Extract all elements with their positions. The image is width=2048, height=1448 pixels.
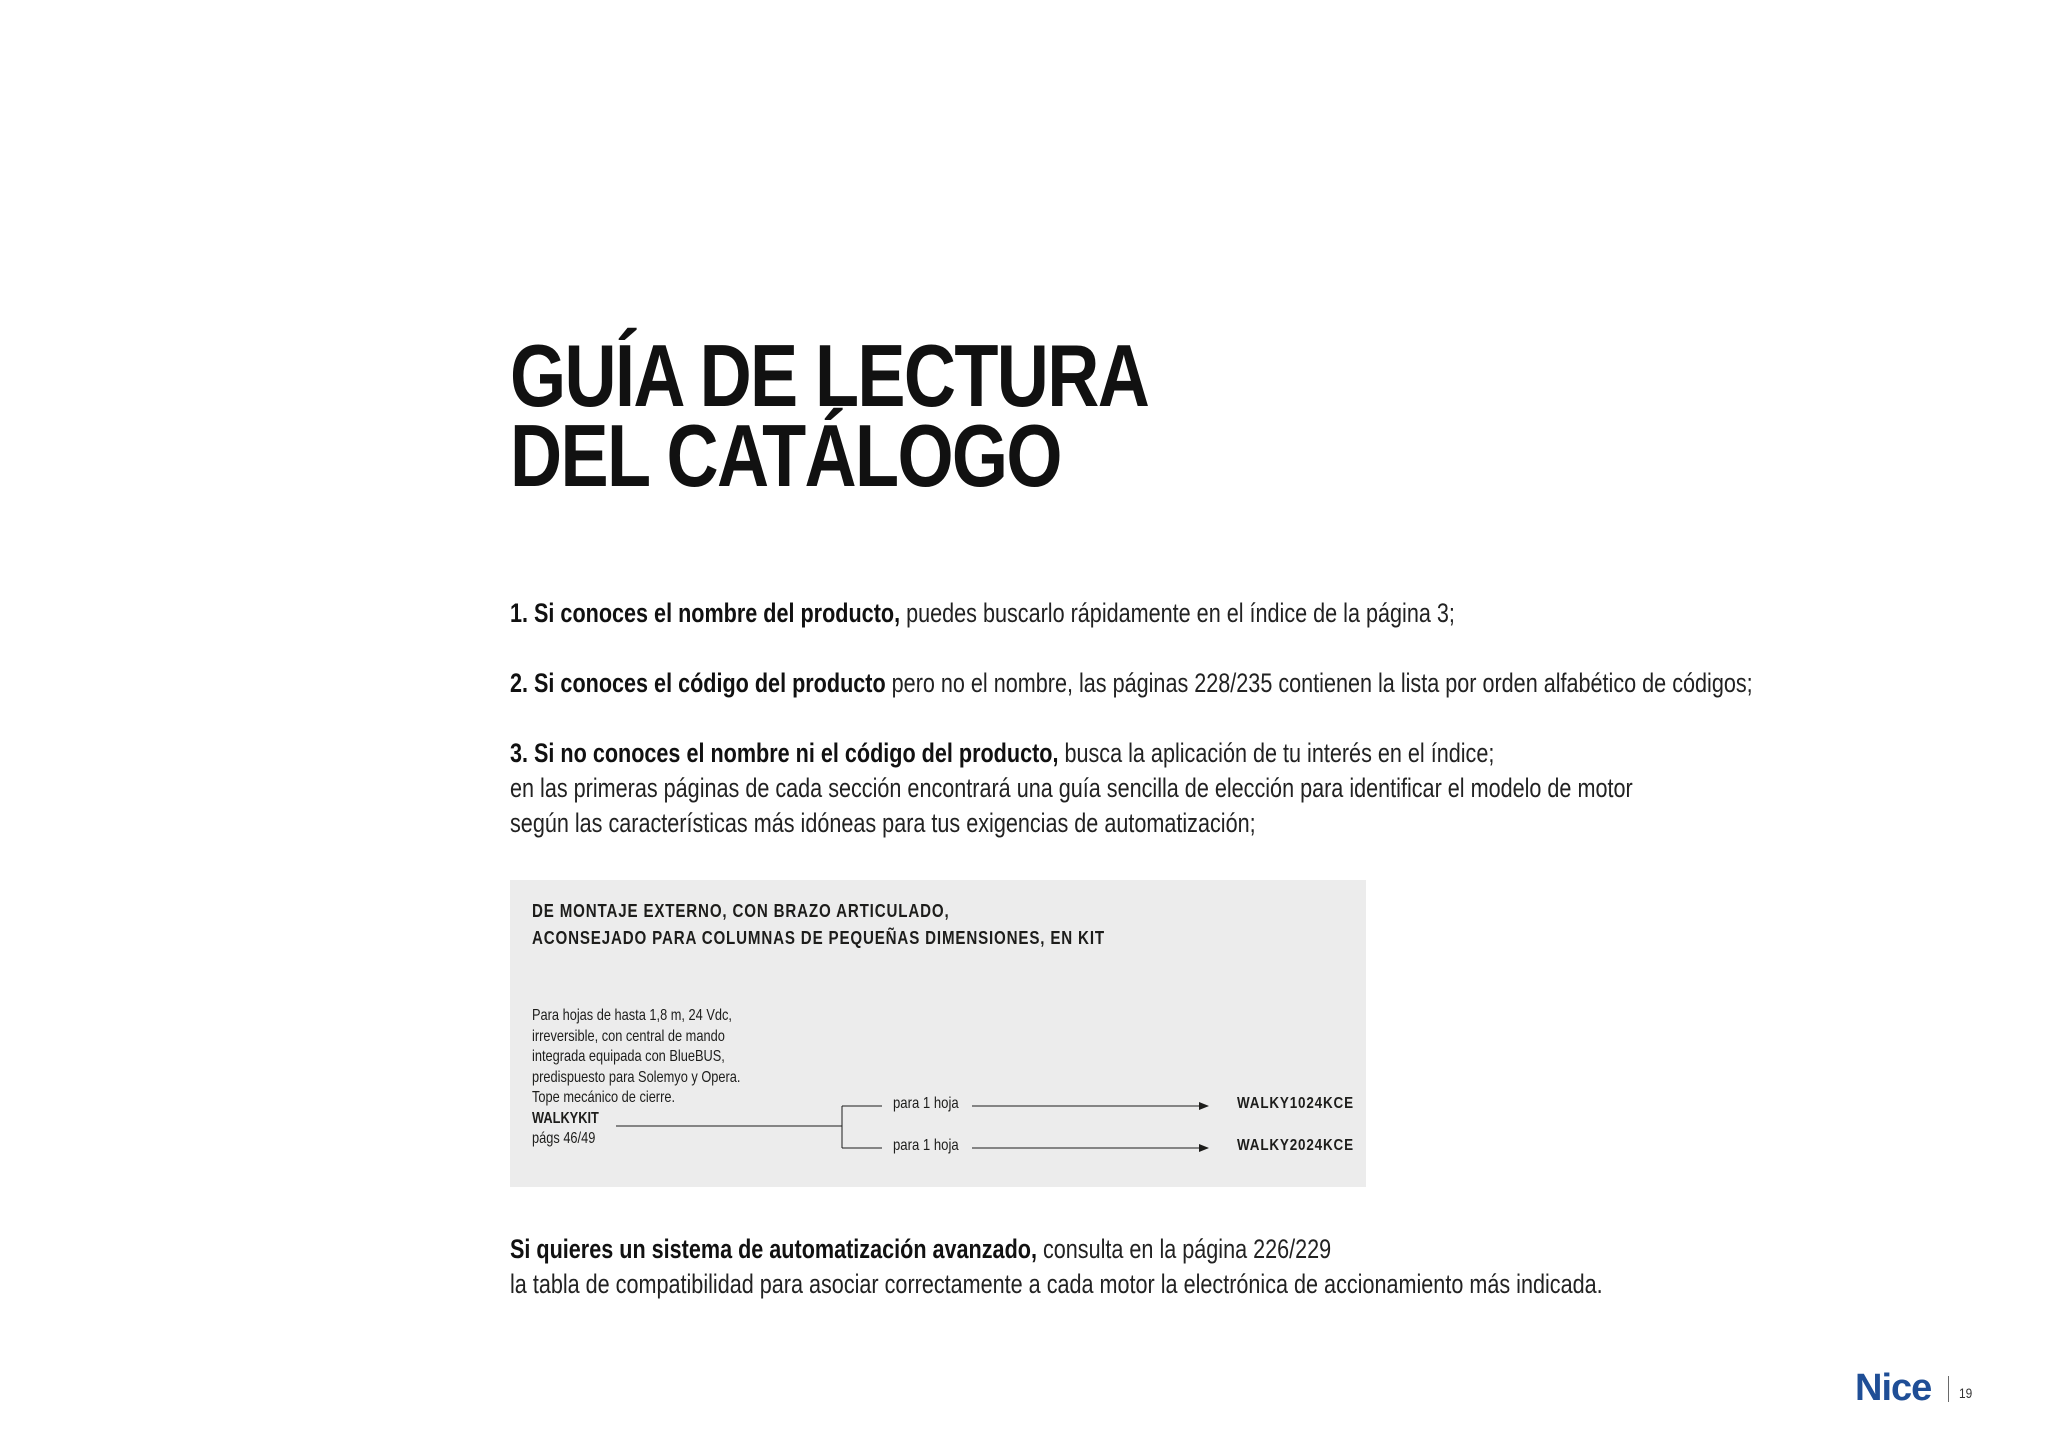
page-title: [510, 326, 1248, 505]
instruction-2: [510, 666, 1753, 701]
example-heading-line-2: ACONSEJADO PARA COLUMNAS DE PEQUEÑAS DIMENSIONES, EN KIT: [532, 928, 1105, 948]
route-label-1: para 1 hoja: [893, 1095, 959, 1112]
instruction-3-line-2: en las primeras páginas de cada sección encontrará una guía sencilla de elección para identificar el modelo de motor: [510, 773, 1633, 803]
footer-divider: [1948, 1376, 1949, 1402]
advanced-note-bold: Si quieres un sistema de automatización avanzado,: [510, 1234, 1037, 1264]
description-line-4: predispuesto para Solemyo y Opera.: [532, 1068, 741, 1086]
advanced-note: [510, 1232, 1630, 1302]
page-number: 19: [1959, 1385, 1973, 1401]
instruction-3: [510, 736, 1633, 841]
page-title-line-2: DEL CATÁLOGO: [510, 406, 1061, 505]
page-title-line-1: GUÍA DE LECTURA: [510, 326, 1149, 425]
description-line-3: integrada equipada con BlueBUS,: [532, 1048, 725, 1065]
kit-pages: págs 46/49: [532, 1130, 596, 1147]
description-line-2: irreversible, con central de mando: [532, 1027, 725, 1045]
example-selection-guide: [510, 880, 1366, 1187]
description-line-1: Para hojas de hasta 1,8 m, 24 Vdc,: [532, 1007, 732, 1024]
description-line-5: Tope mecánico de cierre.: [532, 1089, 676, 1106]
advanced-note-line-2: la tabla de compatibilidad para asociar correctamente a cada motor la electrónica de accionamiento más indicada.: [510, 1269, 1603, 1299]
example-heading-line-1: DE MONTAJE EXTERNO, CON BRAZO ARTICULADO,: [532, 901, 950, 921]
instruction-3-line-3: según las características más idóneas para tus exigencias de automatización;: [510, 808, 1256, 838]
instruction-1-text: puedes buscarlo rápidamente en el índice de la página 3;: [900, 598, 1455, 628]
nice-logo: Nice: [1855, 1367, 1932, 1409]
instruction-2-bold: 2. Si conoces el código del producto: [510, 668, 886, 698]
product-code-2: WALKY2024KCE: [1237, 1137, 1354, 1154]
route-label-2: para 1 hoja: [893, 1137, 959, 1154]
advanced-note-text: consulta en la página 226/229: [1036, 1234, 1332, 1264]
instruction-3-bold: 3. Si no conoces el nombre ni el código del producto,: [510, 738, 1059, 768]
instruction-3-line-1: [510, 736, 1630, 771]
instruction-3-text: busca la aplicación de tu interés en el índice;: [1058, 738, 1495, 768]
kit-name: WALKYKIT: [532, 1109, 599, 1127]
product-code-1: WALKY1024KCE: [1237, 1095, 1354, 1112]
advanced-note-line-1: [510, 1232, 1630, 1267]
instruction-2-text: pero no el nombre, las páginas 228/235 contienen la lista por orden alfabético de códigos;: [885, 668, 1753, 698]
instruction-1-bold: 1. Si conoces el nombre del producto,: [510, 598, 901, 628]
instruction-1: [510, 596, 1630, 631]
